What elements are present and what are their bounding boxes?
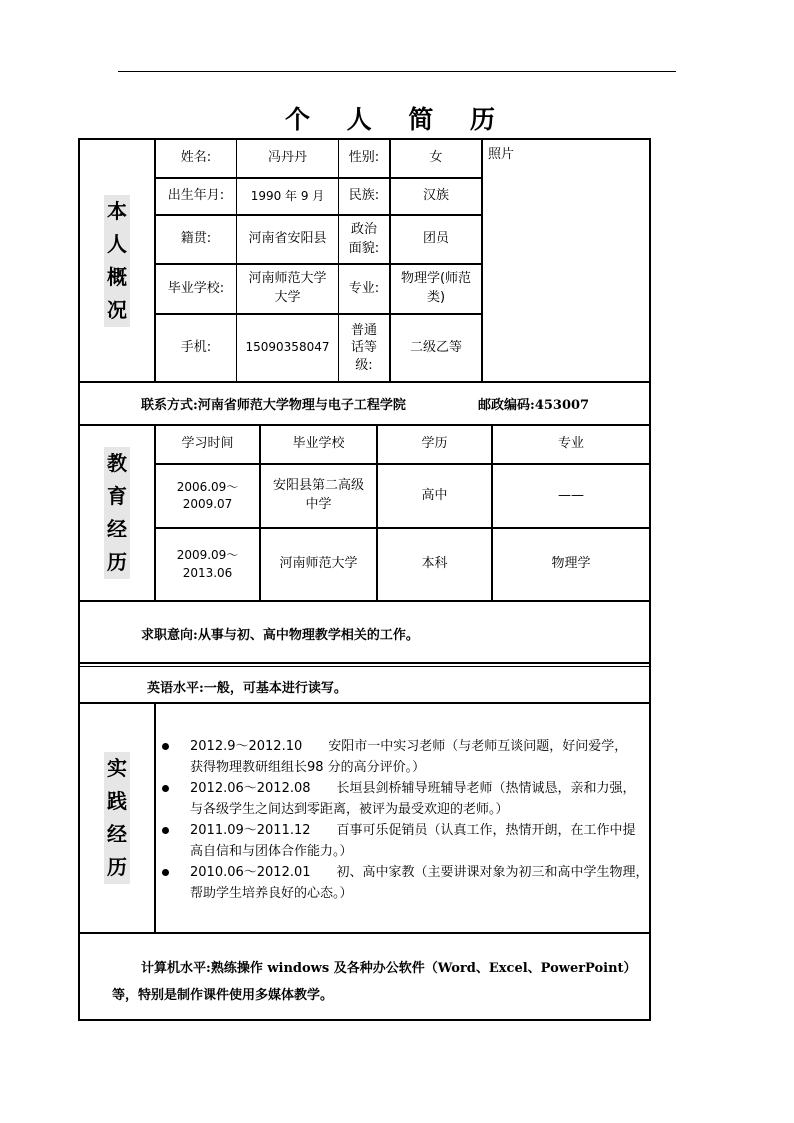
origin-label: 籍贯: [180, 231, 212, 247]
birth-value: 1990 年 9 月 [250, 188, 325, 203]
section-char: 人 [104, 228, 130, 261]
major-line: 类) [426, 290, 446, 305]
contact-row [141, 394, 406, 413]
phone-label: 手机: [180, 339, 212, 355]
divider [481, 138, 483, 382]
edu-period-line: 2013.06 [182, 565, 233, 580]
item-line: 2010.06～2012.01 初、高中家教（主要讲课对象为初三和高中学生物理， [190, 865, 649, 880]
edu-period-line: 2009.09～ [176, 548, 239, 563]
political-label-line: 面貌: [348, 240, 380, 256]
divider [78, 600, 651, 602]
bullet-icon [162, 827, 169, 834]
school-value [237, 265, 338, 313]
section-char: 经 [104, 513, 130, 546]
english-row [147, 677, 347, 696]
header-major: 专业 [557, 436, 584, 452]
objective-label: 求职意向: [141, 628, 198, 643]
postcode [478, 394, 589, 413]
objective-text: 从事与初、高中物理教学相关的工作。 [197, 628, 419, 643]
computer-row [141, 957, 637, 976]
list-item [160, 736, 650, 778]
english-label: 英语水平: [147, 681, 204, 696]
practice-list [160, 736, 650, 904]
item-line: 2011.09～2011.12 百事可乐促销员（认真工作，热情开朗，在工作中提 [190, 823, 636, 838]
mandarin-label-line: 话等 [350, 340, 377, 356]
postcode-value: 453007 [534, 398, 590, 413]
section-label-education [80, 426, 154, 600]
school-label: 毕业学校: [167, 280, 225, 296]
phone-value: 15090358047 [245, 340, 330, 355]
edu-school-line: 安阳县第二高级 [272, 478, 364, 494]
school-line: 河南师范大学 [248, 271, 327, 287]
contact-address: 河南省师范大学物理与电子工程学院 [197, 398, 406, 413]
edu-major: —— [558, 487, 584, 503]
section-char: 历 [104, 546, 130, 579]
section-char: 历 [104, 851, 130, 884]
birth-label: 出生年月: [167, 188, 225, 204]
edu-school: 河南师范大学 [279, 556, 358, 572]
major-value [391, 265, 481, 313]
section-char: 教 [104, 447, 130, 480]
edu-major: 物理学 [551, 556, 591, 572]
major-label: 专业: [348, 280, 380, 296]
edu-period [156, 465, 259, 527]
item-line: 获得物理教研组组长98 分的高分评价。） [190, 760, 426, 775]
political-value: 团员 [422, 231, 449, 247]
edu-degree: 本科 [421, 556, 448, 572]
origin-value: 河南省安阳县 [248, 231, 327, 247]
computer-text-cont: 等，特别是制作课件使用多媒体教学。 [112, 988, 334, 1003]
section-char: 经 [104, 818, 130, 851]
section-label-practice [80, 704, 154, 932]
section-char: 概 [104, 261, 130, 294]
objective-row [141, 624, 419, 643]
political-label-line: 政治 [350, 221, 377, 237]
divider [78, 666, 651, 667]
section-label-personal [80, 140, 154, 381]
list-item [160, 778, 650, 820]
name-value: 冯丹丹 [267, 150, 307, 166]
edu-school [261, 465, 376, 527]
name-label: 姓名: [180, 150, 212, 166]
gender-value: 女 [429, 150, 443, 166]
contact-label: 联系方式: [141, 398, 198, 413]
divider [78, 381, 651, 383]
ethnicity-label: 民族: [348, 188, 380, 204]
mandarin-label-line: 级: [355, 357, 373, 373]
bullet-icon [162, 743, 169, 750]
section-char: 育 [104, 480, 130, 513]
item-line: 2012.9～2012.10 安阳市一中实习老师（与老师互谈问题，好问爱学， [190, 739, 628, 754]
edu-period-line: 2006.09～ [176, 479, 239, 494]
item-line: 高自信和与团体合作能力。） [190, 844, 353, 859]
list-item [160, 820, 650, 862]
edu-period-line: 2009.07 [182, 497, 233, 511]
political-label [339, 216, 389, 263]
edu-degree: 高中 [421, 487, 448, 503]
divider [78, 702, 651, 704]
section-char: 本 [104, 195, 130, 228]
section-char: 实 [104, 752, 130, 785]
edu-school-line: 中学 [305, 497, 332, 512]
mandarin-label-line: 普通 [350, 322, 377, 338]
gender-label: 性别: [348, 150, 380, 166]
computer-label: 计算机水平: [141, 961, 211, 976]
header-period: 学习时间 [181, 436, 234, 452]
edu-period [156, 529, 259, 600]
ethnicity-value: 汉族 [422, 188, 449, 204]
header-degree: 学历 [421, 436, 448, 452]
divider [154, 703, 156, 932]
section-char: 况 [104, 294, 130, 327]
school-line: 大学 [274, 290, 301, 305]
list-item [160, 862, 650, 904]
mandarin-value: 二级乙等 [409, 339, 462, 355]
photo-placeholder: 照片 [488, 147, 515, 162]
divider [78, 932, 651, 934]
divider [78, 662, 651, 664]
page-title: 个 人 简 历 [284, 105, 510, 134]
mandarin-label [339, 315, 389, 381]
section-char: 践 [104, 785, 130, 818]
english-text: 一般，可基本进行读写。 [203, 681, 347, 696]
top-rule [118, 71, 676, 72]
postcode-label: 邮政编码: [478, 398, 535, 413]
item-line: 2012.06～2012.08 长垣县剑桥辅导班辅导老师（热情诚恳，亲和力强， [190, 781, 636, 796]
major-line: 物理学(师范 [400, 271, 472, 287]
header-school: 毕业学校 [292, 436, 345, 452]
computer-text: 熟练操作 windows 及各种办公软件（Word、Excel、PowerPoint） [210, 961, 637, 976]
bullet-icon [162, 869, 169, 876]
item-line: 帮助学生培养良好的心态。） [190, 886, 353, 901]
item-line: 与各级学生之间达到零距离，被评为最受欢迎的老师。） [190, 802, 509, 817]
bullet-icon [162, 785, 169, 792]
